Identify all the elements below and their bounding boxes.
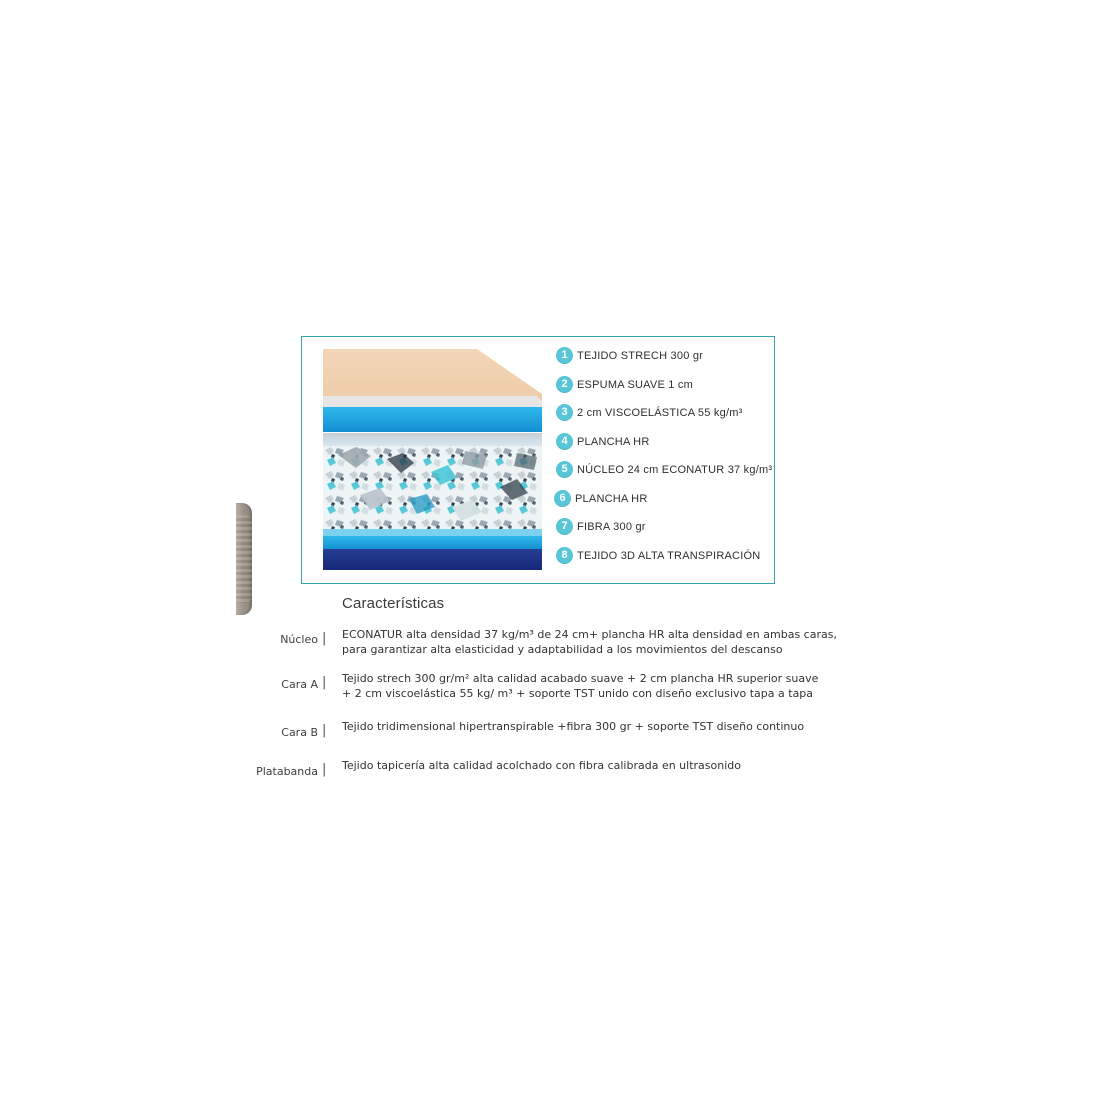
spec-description: Tejido tridimensional hipertranspirable +fibra 300 gr + soporte TST diseño continuo: [342, 720, 805, 733]
legend-item-6: [554, 489, 648, 507]
legend-number-badge: 1: [556, 347, 573, 364]
spec-description: ECONATUR alta densidad 37 kg/m³ de 24 cm+ plancha HR alta densidad en ambas caras, para garantizar alta elasticidad y adaptabilidad a los movimientos del descanso: [342, 628, 837, 656]
spec-separator: |: [322, 674, 327, 691]
spec-separator: |: [322, 630, 327, 647]
legend-number-badge: 6: [554, 490, 571, 507]
spec-label: Núcleo: [280, 633, 318, 646]
mattress-cross-section: [323, 349, 542, 570]
spec-label: Cara B: [281, 726, 318, 739]
spec-label: Cara A: [281, 678, 318, 691]
legend-item-7: [556, 517, 646, 535]
legend-label: 2 cm VISCOELÁSTICA 55 kg/m³: [577, 406, 743, 419]
specs-title: Características: [342, 595, 445, 612]
legend-item-3: [556, 403, 743, 421]
legend-item-2: [556, 375, 693, 393]
spec-description: Tejido tapicería alta calidad acolchado con fibra calibrada en ultrasonido: [342, 759, 741, 772]
legend-number-badge: 8: [556, 547, 573, 564]
legend-item-5: [556, 460, 772, 478]
legend-label: PLANCHA HR: [575, 492, 648, 505]
legend-label: PLANCHA HR: [577, 435, 650, 448]
legend-item-8: [556, 546, 760, 564]
legend-number-badge: 2: [556, 376, 573, 393]
legend-number-badge: 3: [556, 404, 573, 421]
legend-label: FIBRA 300 gr: [577, 520, 646, 533]
legend-number-badge: 7: [556, 518, 573, 535]
legend-label: NÚCLEO 24 cm ECONATUR 37 kg/m³: [577, 463, 773, 476]
legend-item-1: [556, 346, 703, 364]
legend-number-badge: 5: [556, 461, 573, 478]
spec-separator: |: [322, 761, 327, 778]
spec-description: Tejido strech 300 gr/m² alta calidad acabado suave + 2 cm plancha HR superior suave + 2 cm viscoelástica 55 kg/ m³ + soporte TST unido con diseño exclusivo tapa a tapa: [342, 672, 819, 700]
legend-label: ESPUMA SUAVE 1 cm: [577, 378, 694, 391]
legend-item-4: [556, 432, 650, 450]
spec-label: Platabanda: [256, 765, 318, 778]
mattress-edge-photo: [236, 503, 252, 615]
legend-number-badge: 4: [556, 433, 573, 450]
spec-separator: |: [322, 722, 327, 739]
legend-label: TEJIDO 3D ALTA TRANSPIRACIÓN: [577, 549, 761, 562]
legend-label: TEJIDO STRECH 300 gr: [577, 349, 704, 362]
